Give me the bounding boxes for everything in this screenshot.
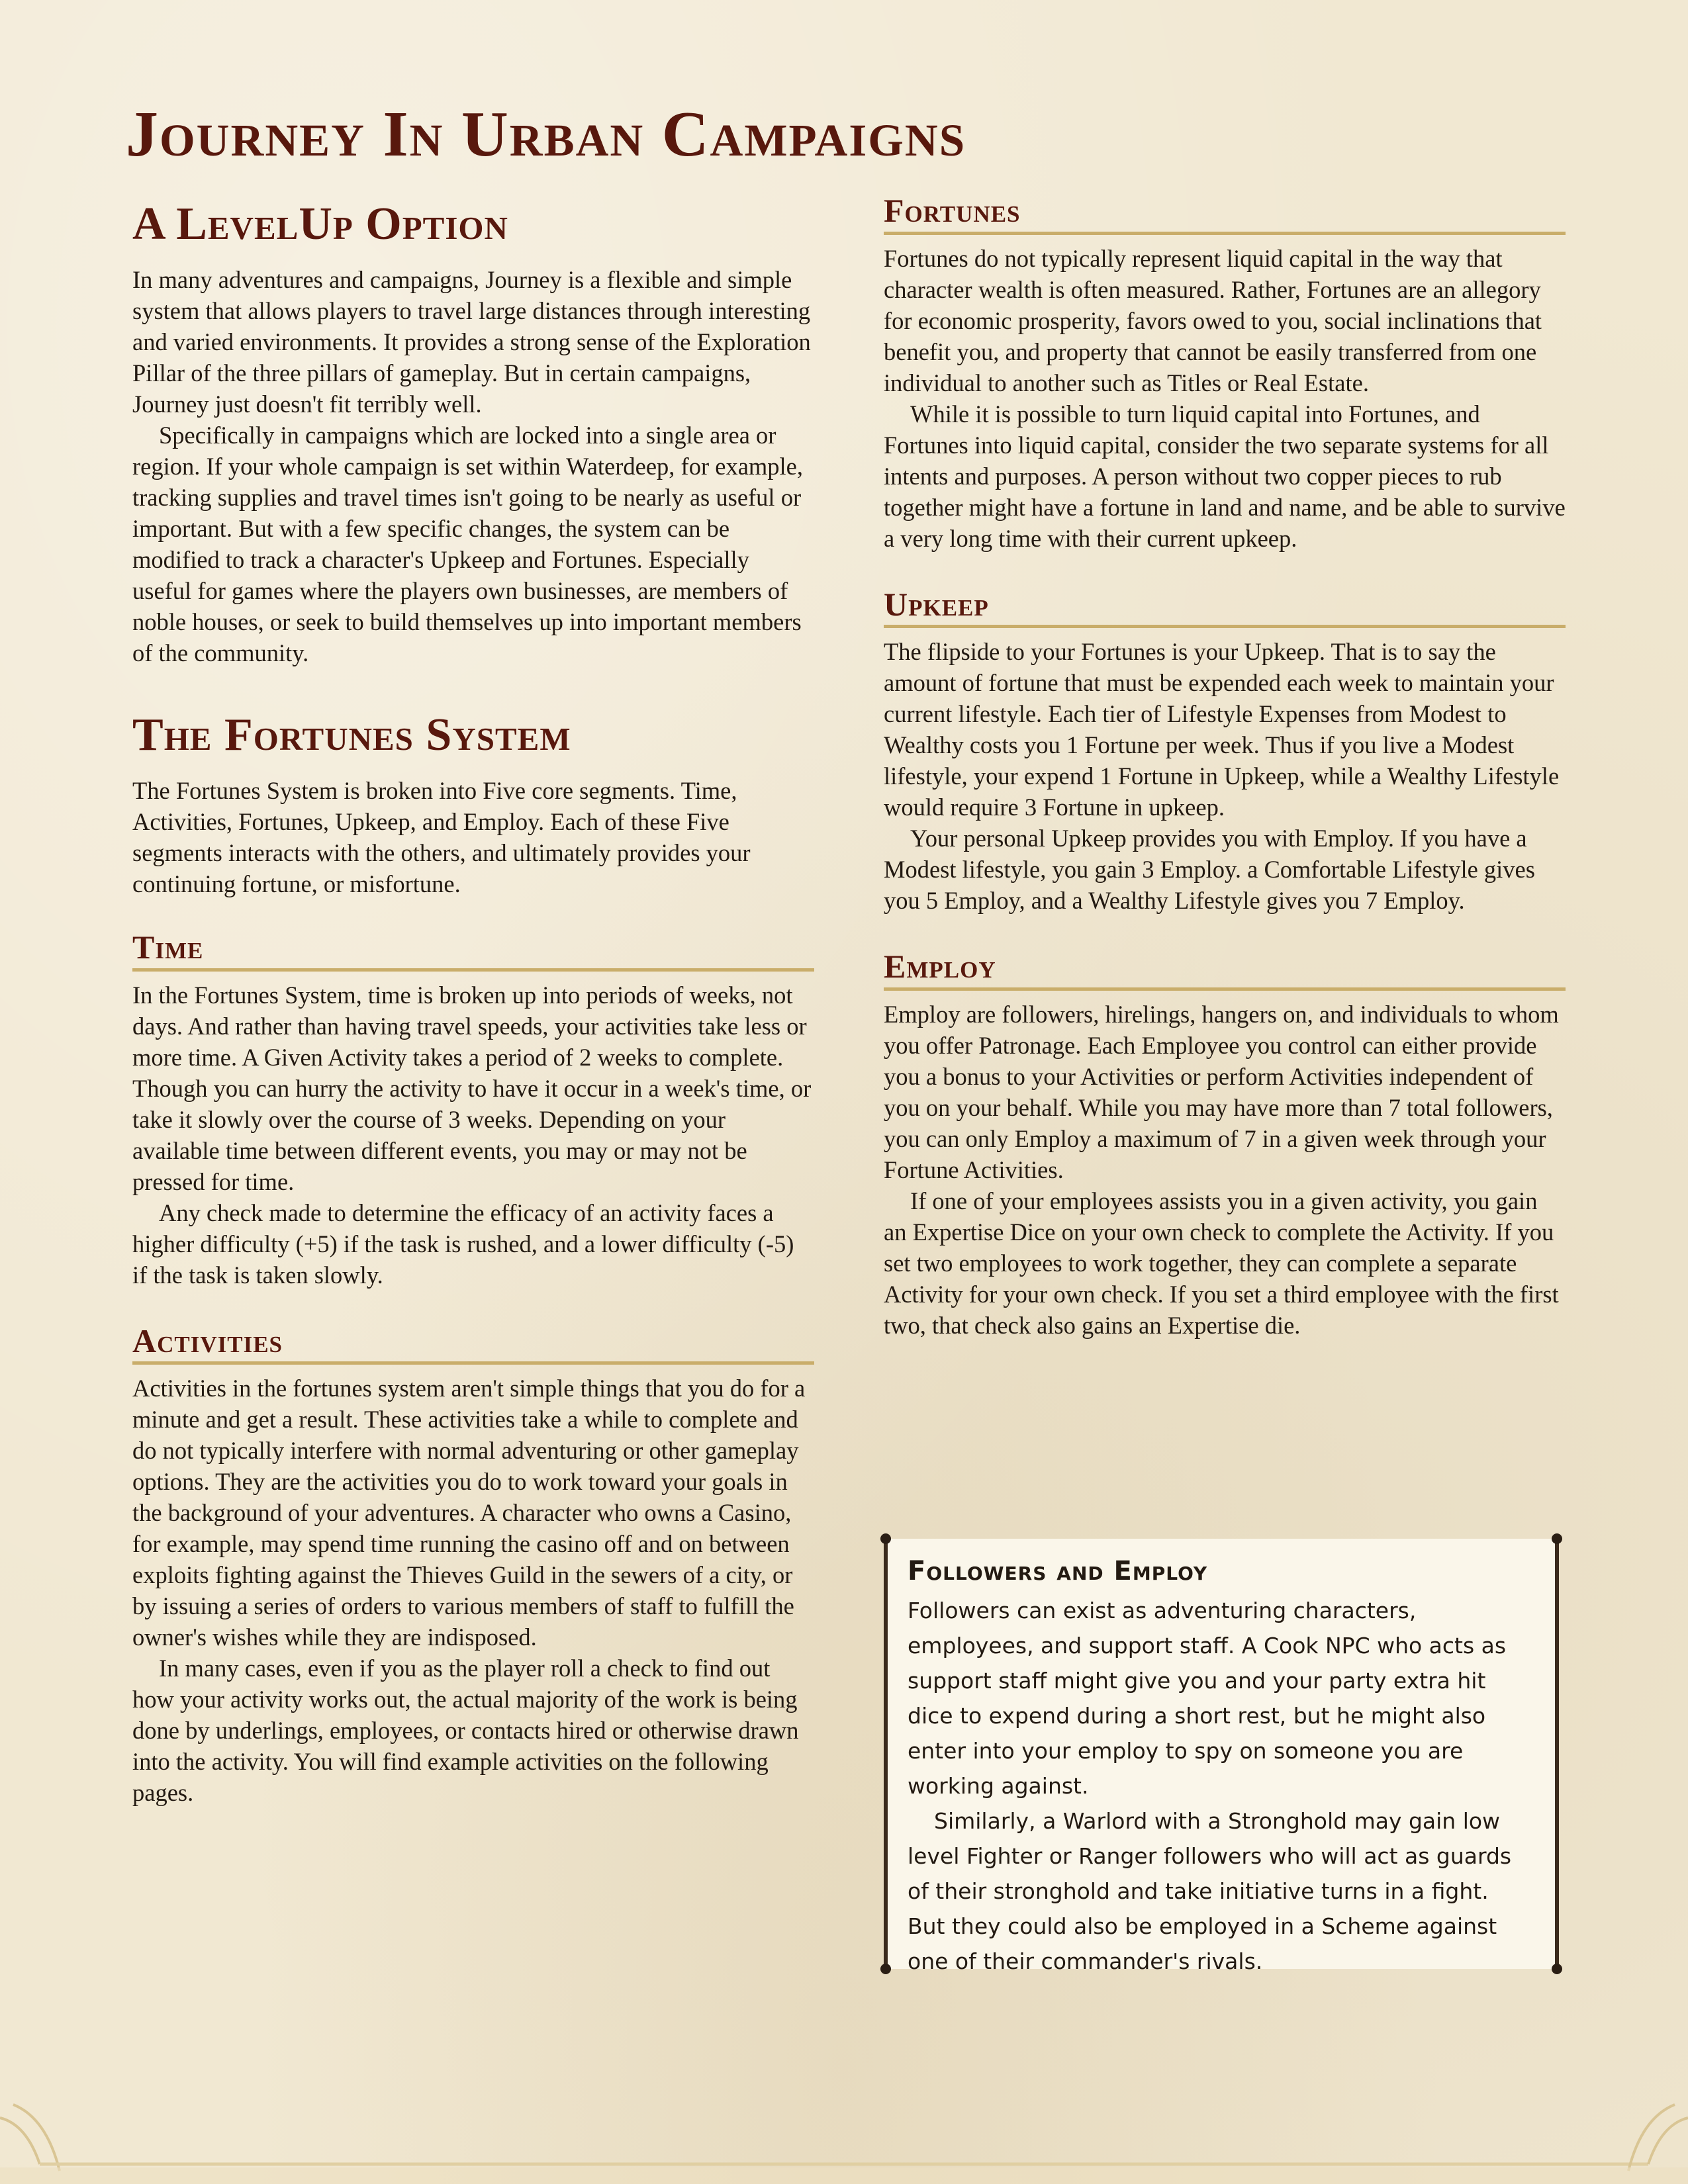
note-paragraph-1: Followers can exist as adventuring characters, employees, and support staff. A Cook NPC who acts as support staff might give you and your party extra hit dice to expend during a short rest, but he might also enter into your employ to spy on someone you are working against. [908, 1598, 1507, 1799]
fortunes-system-section [132, 709, 814, 899]
note-heading: Followers and Employ [908, 1556, 1208, 1586]
page-title: Journey In Urban Campaigns [126, 99, 966, 170]
fortunes-paragraph-1: Fortunes do not typically represent liquid capital in the way that character wealth is often measured. Rather, Fortunes are an allegory for economic prosperity, favors owed to you, social inclinations that benefit you, and property that cannot be easily transferred from one individual to another such as Titles or Real Estate. [884, 244, 1542, 396]
activities-section [132, 1322, 814, 1809]
time-section [132, 929, 814, 1291]
footer-ornament [0, 2078, 1688, 2184]
employ-paragraph-2: If one of your employees assists you in a given activity, you gain an Expertise Dice on your own check to complete the Activity. If you set two employees to work together, they can complete a separate Activity for your own check. If you set a third employee with the first two, that check also gains an Expertise die. [884, 1187, 1559, 1339]
levelup-section [132, 199, 814, 668]
activities-heading: Activities [132, 1322, 814, 1365]
activities-paragraph-2: In many cases, even if you as the player roll a check to find out how your activity works out, the actual majority of the work is being done by underlings, employees, or contacts hired or otherwise drawn into the activity. You will find example activities on the following pages. [132, 1655, 799, 1806]
time-paragraph-2: Any check made to determine the efficacy of an activity faces a higher difficulty (+5) if the task is rushed, and a lower difficulty (-5) if the task is taken slowly. [132, 1199, 794, 1289]
note-paragraph-2: Similarly, a Warlord with a Stronghold may gain low level Fighter or Ranger followers who will act as guards of their stronghold and take initiative turns in a fight. But they could also be employed in a Scheme against one of their commander's rivals. [908, 1808, 1512, 1974]
upkeep-paragraph-2: Your personal Upkeep provides you with Employ. If you have a Modest lifestyle, you gain 3 Employ. a Comfortable Lifestyle gives you 5 Employ, and a Wealthy Lifestyle gives you 7 Employ. [884, 825, 1535, 914]
note-corner-dot [1552, 1964, 1562, 1974]
upkeep-heading: Upkeep [884, 586, 1566, 629]
levelup-heading: A LevelUp Option [132, 199, 508, 250]
right-column [884, 192, 1566, 1373]
levelup-paragraph-2: Specifically in campaigns which are locked into a single area or region. If your whole campaign is set within Waterdeep, for example, tracking supplies and travel times isn't going to be nearly as useful or important. But with a few specific changes, the system can be modified to track a character's Upkeep and Fortunes. Especially useful for games where the players own businesses, are members of noble houses, or seek to build themselves up into important members of the community. [132, 422, 803, 666]
followers-note-box [884, 1539, 1559, 1974]
time-heading: Time [132, 929, 814, 972]
fortunes-heading: Fortunes [884, 192, 1566, 235]
employ-heading: Employ [884, 948, 1566, 991]
fortunes-paragraph-2: While it is possible to turn liquid capital into Fortunes, and Fortunes into liquid capital, consider the two separate systems for all intents and purposes. A person without two copper pieces to rub together might have a fortune in land and name, and be able to survive a very long time with their current upkeep. [884, 400, 1566, 552]
note-corner-dot [880, 1964, 891, 1974]
note-corner-dot [880, 1533, 891, 1544]
activities-paragraph-1: Activities in the fortunes system aren't simple things that you do for a minute and get a result. These activities take a while to complete and do not typically interfere with normal adventuring or other gameplay options. They are the activities you do to work toward your goals in the background of your adventures. A character who owns a Casino, for example, may spend time running the casino off and on between exploits fighting against the Thieves Guild in the sewers of a city, or by issuing a series of orders to various members of staff to fulfill the owner's wishes while they are indisposed. [132, 1375, 806, 1651]
fortunes-system-heading: The Fortunes System [132, 709, 571, 760]
fortunes-section [884, 192, 1566, 554]
upkeep-paragraph-1: The flipside to your Fortunes is your Upkeep. That is to say the amount of fortune that must be expended each week to maintain your current lifestyle. Each tier of Lifestyle Expenses from Modest to Wealthy costs you 1 Fortune per week. Thus if you live a Modest lifestyle, your expend 1 Fortune in Upkeep, while a Wealthy Lifestyle would require 3 Fortune in upkeep. [884, 638, 1560, 821]
left-column [132, 199, 814, 1840]
time-paragraph-1: In the Fortunes System, time is broken up into periods of weeks, not days. And rather than having travel speeds, your activities take less or more time. A Given Activity takes a period of 2 weeks to complete. Though you can hurry the activity to have it occur in a week's time, or take it slowly over the course of 3 weeks. Depending on your available time between different events, you may or may not be pressed for time. [132, 981, 812, 1195]
employ-paragraph-1: Employ are followers, hirelings, hangers on, and individuals to whom you offer Patronage. Each Employee you control can either provide you a bonus to your Activities or perform Activities independent of you on your behalf. While you may have more than 7 total followers, you can only Employ a maximum of 7 in a given week through your Fortune Activities. [884, 1000, 1559, 1183]
note-corner-dot [1552, 1533, 1562, 1544]
fortunes-system-paragraph: The Fortunes System is broken into Five core segments. Time, Activities, Fortunes, Upkeep, and Employ. Each of these Five segments interacts with the others, and ultimately provides your continuing fortune, or misfortune. [132, 777, 751, 897]
employ-section [884, 948, 1566, 1341]
levelup-paragraph-1: In many adventures and campaigns, Journey is a flexible and simple system that allows players to travel large distances through interesting and varied environments. It provides a strong sense of the Exploration Pillar of the three pillars of gameplay. But in certain campaigns, Journey just doesn't fit terribly well. [132, 266, 811, 418]
upkeep-section [884, 586, 1566, 917]
